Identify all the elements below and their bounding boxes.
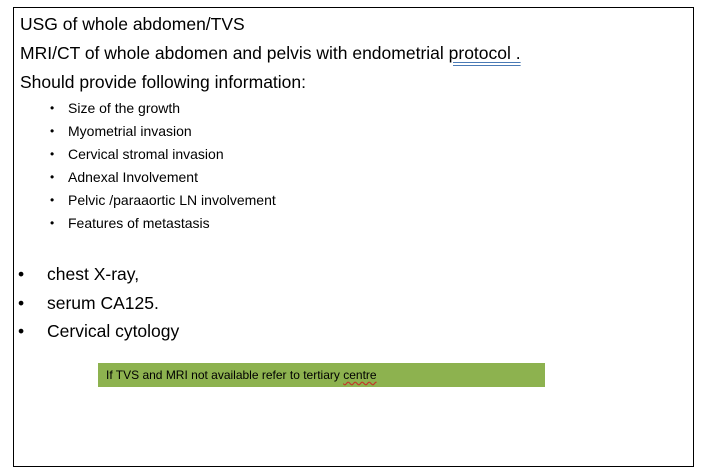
heading-mri-ct [20,42,521,64]
list-item [18,317,179,346]
bullet-icon: • [50,101,55,115]
list-item-text: Size of the growth [68,100,181,116]
bullet-icon: • [50,124,55,138]
list-item-text: Cervical stromal invasion [68,146,224,162]
list-item [50,189,276,212]
bullet-icon: • [50,216,55,230]
heading-usg-text: USG of whole abdomen/TVS [20,14,245,34]
heading-mri-ct-text: MRI/CT of whole abdomen and pelvis with endometrial [20,43,449,63]
heading-protocol-word: protocol . [448,43,521,63]
list-item-text: Features of metastasis [68,215,210,231]
list-item-text: Cervical cytology [47,321,180,341]
list-item [50,212,276,235]
list-item-text: Pelvic /paraaortic LN involvement [68,192,276,208]
heading-usg [20,13,245,35]
heading-information-text: Should provide following information: [20,72,306,92]
list-item-text: chest X-ray, [47,264,140,284]
list-item [50,97,276,120]
bullet-icon: • [50,170,55,184]
heading-information [20,71,306,93]
bullet-icon: • [50,147,55,161]
list-item-text: Adnexal Involvement [68,169,198,185]
bullet-icon: • [18,321,25,341]
list-item [50,166,276,189]
information-list [50,97,276,235]
investigations-list [18,260,179,346]
bullet-icon: • [18,264,25,284]
list-item-text: Myometrial invasion [68,123,192,139]
list-item [50,143,276,166]
referral-note-text: If TVS and MRI not available refer to tertiary [106,368,344,382]
referral-note-box [98,363,545,387]
list-item-text: serum CA125. [47,292,159,313]
referral-note-centre-word: centre [343,368,377,382]
list-item [50,120,276,143]
list-item [18,260,179,289]
bullet-icon: • [18,292,25,313]
list-item [18,289,179,318]
bullet-icon: • [50,193,55,207]
